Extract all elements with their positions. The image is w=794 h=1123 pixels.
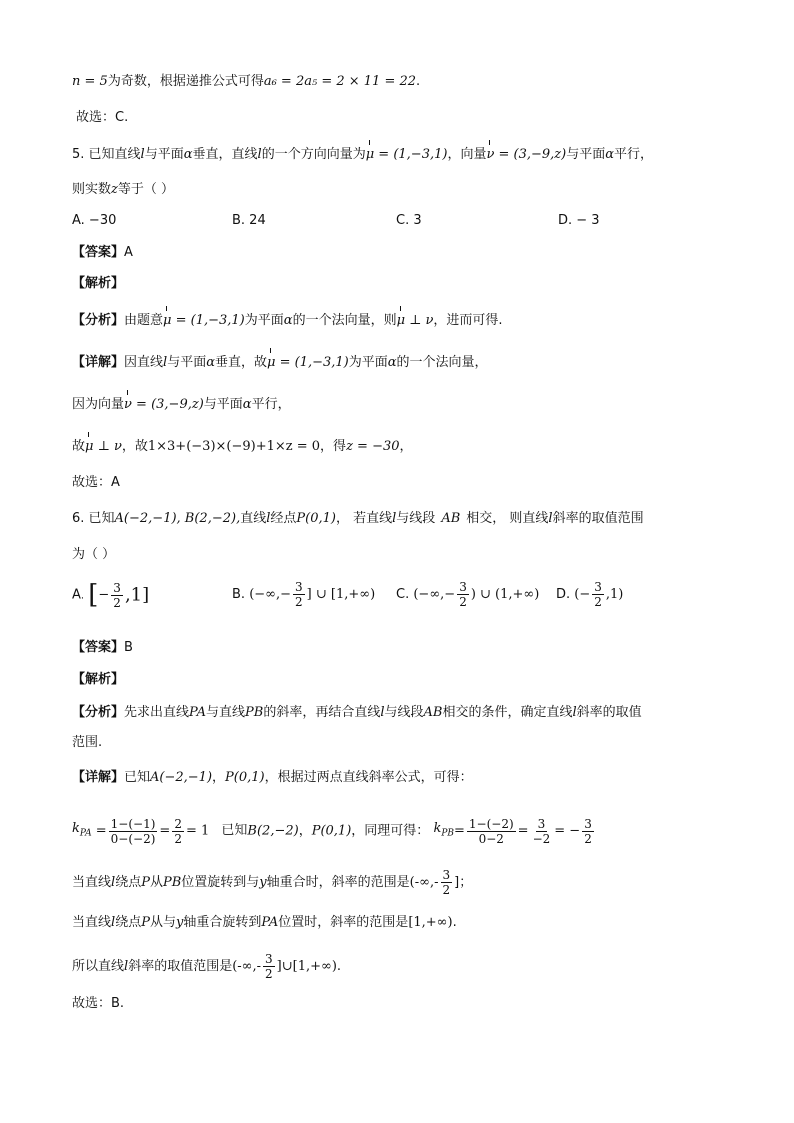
xiangjie-tag: 【详解】 xyxy=(72,770,125,785)
sym-alpha: α xyxy=(183,147,193,162)
equals: = xyxy=(95,823,107,839)
interval-left: (−∞,− xyxy=(249,587,292,602)
fraction-3-2 xyxy=(263,952,275,981)
vector-mu: μ = (1,−3,1) xyxy=(267,353,349,373)
answer-line-c: 故选：C. xyxy=(76,110,129,125)
denominator: 2 xyxy=(265,967,273,981)
text: 6. 已知 xyxy=(72,511,115,526)
line-pa: PA xyxy=(189,705,206,720)
interval-right: ,1) xyxy=(605,587,624,602)
answer-tag: 【答案】 xyxy=(72,245,125,260)
line-pb: PB xyxy=(245,705,264,720)
equals: = xyxy=(517,823,529,839)
sym-y: y xyxy=(175,915,184,930)
text: ，向量 xyxy=(447,147,487,162)
text: 的一个法向量，则 xyxy=(292,313,397,328)
fraction-3-2 xyxy=(441,868,453,897)
range: [1,+∞) xyxy=(408,915,453,930)
q6-stem xyxy=(72,509,644,529)
q6-option-d xyxy=(556,580,623,609)
fenxi-tag: 【分析】 xyxy=(72,313,125,328)
q5-xiangjie-3 xyxy=(72,437,413,457)
sym-l: l xyxy=(140,147,145,162)
sym-l: l xyxy=(392,511,397,526)
text: 所以直线 xyxy=(72,959,125,974)
q5-stem xyxy=(72,145,653,165)
text: 故 xyxy=(72,439,86,454)
text: 与平面 xyxy=(167,355,207,370)
answer-tag: 【答案】 xyxy=(72,640,125,655)
equals: = xyxy=(454,823,465,839)
sym-l: l xyxy=(111,915,116,930)
point-p: P(0,1) xyxy=(296,511,336,526)
denominator: 2 xyxy=(594,595,602,609)
q6-option-a xyxy=(72,580,149,610)
q6-final: 故选：B. xyxy=(72,996,125,1011)
denominator: 2 xyxy=(174,831,182,846)
range-left: (-∞,- xyxy=(409,875,439,890)
equals-one: = 1 xyxy=(185,823,210,839)
numerator: 3 xyxy=(442,868,451,882)
q5-answer xyxy=(72,243,133,263)
text: 的一个方向向量为 xyxy=(261,147,366,162)
text: 直线 xyxy=(240,511,267,526)
option-label: A xyxy=(72,587,81,603)
fraction-kpa xyxy=(109,817,158,846)
text: 从与 xyxy=(149,915,176,930)
sym-l: l xyxy=(572,705,577,720)
answer-value: A xyxy=(124,245,133,260)
fraction-3-2 xyxy=(293,580,305,609)
q5-option-b: B. 24 xyxy=(232,213,266,228)
numerator: 3 xyxy=(537,816,546,831)
line-pa: PA xyxy=(261,915,279,930)
text: 与线段 xyxy=(384,705,424,720)
range-right: ]∪[1,+∞) xyxy=(276,959,337,974)
interval-right: ] ∪ [1,+∞) xyxy=(306,587,376,602)
text: 斜率的取值范围是 xyxy=(128,959,233,974)
vector-nu: ν = (3,−9,z) xyxy=(486,145,566,165)
range-left: (-∞,- xyxy=(232,959,262,974)
equals-minus: = − xyxy=(554,823,581,839)
q6-case-2 xyxy=(72,913,457,933)
text: 与线段 xyxy=(396,511,436,526)
text: 相交的条件，确定直线 xyxy=(442,705,573,720)
text: 垂直，直线 xyxy=(192,147,258,162)
numerator: 2 xyxy=(174,816,182,831)
sym-l: l xyxy=(257,147,262,162)
q6-xiangjie-1 xyxy=(72,768,473,788)
fraction-3-neg2 xyxy=(531,817,553,846)
vector-mu: μ = (1,−3,1) xyxy=(163,311,245,331)
text: ， xyxy=(298,823,312,839)
text: 斜率的取值 xyxy=(576,705,642,720)
vector-mu: μ = (1,−3,1) xyxy=(366,145,448,165)
text: 位置时，斜率的范围是 xyxy=(278,915,409,930)
q5-option-a: A. −30 xyxy=(72,213,117,228)
text: . xyxy=(452,915,457,930)
math-n-eq-5: n = 5 xyxy=(72,74,108,89)
q6-analysis-tag: 【解析】 xyxy=(72,672,125,687)
text: 当直线 xyxy=(72,915,112,930)
text: 的一个法向量， xyxy=(396,355,488,370)
numerator: 3 xyxy=(459,580,467,594)
denominator: 2 xyxy=(295,595,303,609)
line-pb: PB xyxy=(162,875,182,890)
fraction-3-2 xyxy=(582,817,594,846)
interval-left: (− xyxy=(574,587,591,602)
text: 平行， xyxy=(251,397,291,412)
text: 垂直，故 xyxy=(215,355,268,370)
point-b: B(2,−2) xyxy=(247,823,299,839)
text: 经点 xyxy=(270,511,297,526)
q6-conclusion xyxy=(72,950,341,984)
q5-option-c: C. 3 xyxy=(396,213,422,228)
point-a: A(−2,−1) xyxy=(150,770,213,785)
fraction-3-2 xyxy=(111,581,123,610)
q6-fenxi-2: 范围. xyxy=(72,735,103,750)
sym-l: l xyxy=(163,355,168,370)
fraction-kpb xyxy=(467,817,516,846)
text: 的斜率，再结合直线 xyxy=(263,705,381,720)
option-label: C. xyxy=(396,587,410,602)
sym-alpha: α xyxy=(206,355,215,370)
vector-nu: ν = (3,−9,z) xyxy=(124,395,204,415)
text: 与平面 xyxy=(144,147,184,162)
q6-case-1 xyxy=(72,866,472,900)
text: 为奇数，根据递推公式可得 xyxy=(107,74,264,89)
option-label: D. xyxy=(556,587,571,602)
fraction-2-2 xyxy=(172,817,184,846)
text: 已知 xyxy=(124,770,151,785)
text: 已知 xyxy=(221,823,248,839)
text: ，同理可得： xyxy=(351,823,430,839)
sym-l: l xyxy=(380,705,385,720)
bracket: ,1] xyxy=(124,584,150,606)
continuation-line xyxy=(72,72,420,92)
text: 与直线 xyxy=(205,705,245,720)
k: k xyxy=(72,821,80,836)
segment-ab: AB xyxy=(423,705,443,720)
k-pb xyxy=(433,821,454,839)
text: 等于（ ） xyxy=(117,182,175,197)
denominator: 2 xyxy=(584,831,592,846)
interval-right: ) ∪ (1,+∞) xyxy=(470,587,540,602)
text: 5. 已知直线 xyxy=(72,147,141,162)
text: 与平面 xyxy=(566,147,606,162)
text: 与平面 xyxy=(203,397,243,412)
bracket: [ xyxy=(88,580,99,610)
denominator: 2 xyxy=(113,595,121,610)
text: 当直线 xyxy=(72,875,112,890)
minus: − xyxy=(98,587,110,603)
q5-fenxi xyxy=(72,311,503,331)
q5-option-d: D. − 3 xyxy=(558,213,600,228)
subscript: PB xyxy=(441,828,454,839)
text: ， 若直线 xyxy=(335,511,393,526)
interval-left: (−∞,− xyxy=(413,587,456,602)
denominator: 2 xyxy=(459,595,467,609)
numerator: 3 xyxy=(113,580,121,595)
text: 由题意 xyxy=(124,313,164,328)
text: 为平面 xyxy=(348,355,388,370)
k: k xyxy=(433,821,442,836)
text: 则实数 xyxy=(72,182,112,197)
text: 相交， 则直线 xyxy=(466,511,549,526)
text: 从 xyxy=(149,875,163,890)
numerator: 3 xyxy=(265,952,273,966)
sym-z: z xyxy=(111,182,118,197)
text: 先求出直线 xyxy=(124,705,190,720)
text: . xyxy=(336,959,342,974)
text: ，根据过两点直线斜率公式，可得： xyxy=(264,770,473,785)
segment-ab: AB xyxy=(441,511,461,526)
sym-alpha: α xyxy=(242,397,252,412)
denominator: 0−2 xyxy=(478,831,504,846)
text: 为平面 xyxy=(244,313,284,328)
sym-alpha: α xyxy=(605,147,615,162)
q6-stem-line2: 为（ ） xyxy=(72,547,116,562)
denominator: 0−(−2) xyxy=(110,831,156,846)
sym-alpha: α xyxy=(283,313,293,328)
sym-y: y xyxy=(259,875,267,890)
sym-l: l xyxy=(111,875,116,890)
text: 绕点 xyxy=(115,875,142,890)
fraction-3-2 xyxy=(592,580,604,609)
q6-option-b xyxy=(232,580,375,609)
text: ， xyxy=(399,439,413,454)
subscript: PA xyxy=(79,828,92,839)
q5-analysis-tag: 【解析】 xyxy=(72,276,125,291)
sym-l: l xyxy=(548,511,553,526)
answer-value: B xyxy=(124,640,133,655)
text: 因直线 xyxy=(124,355,164,370)
text: 因为向量 xyxy=(72,397,125,412)
fraction-3-2 xyxy=(457,580,469,609)
text: 轴重合旋转到 xyxy=(183,915,262,930)
sym-p: P xyxy=(141,875,150,890)
text: 斜率的取值范围 xyxy=(552,511,644,526)
numerator: 3 xyxy=(295,580,303,594)
q6-fenxi xyxy=(72,703,642,723)
q5-xiangjie-1 xyxy=(72,353,488,373)
perp-relation: μ ⊥ ν xyxy=(397,311,434,331)
text: 位置旋转到与 xyxy=(181,875,260,890)
q5-xiangjie-2 xyxy=(72,395,291,415)
q6-option-c xyxy=(396,580,539,609)
option-label: B. xyxy=(232,587,246,602)
denominator: 2 xyxy=(442,883,451,897)
sym-alpha: α xyxy=(387,355,397,370)
sym-l: l xyxy=(266,511,271,526)
numerator: 1−(−1) xyxy=(110,816,156,831)
k-pa xyxy=(72,821,92,839)
math-recurrence: a₆ = 2a₅ = 2 × 11 = 22 xyxy=(263,74,417,89)
text: ，进而可得. xyxy=(433,313,503,328)
numerator: 3 xyxy=(594,580,602,594)
sym-p: P xyxy=(141,915,150,930)
point-p: P(0,1) xyxy=(225,770,265,785)
text: . xyxy=(416,74,421,89)
result-z: z = −30 xyxy=(346,439,400,454)
option-dot: . xyxy=(80,590,85,602)
text: ， xyxy=(212,770,226,785)
equals: = xyxy=(159,823,171,839)
fenxi-tag: 【分析】 xyxy=(72,705,125,720)
dot-product-eq: 1×3+(−3)×(−9)+1×z = 0 xyxy=(147,439,321,454)
xiangjie-tag: 【详解】 xyxy=(72,355,125,370)
perp-relation: μ ⊥ ν xyxy=(85,437,122,457)
numerator: 3 xyxy=(584,816,592,831)
q5-final: 故选：A xyxy=(72,475,120,490)
point-p: P(0,1) xyxy=(311,823,352,839)
q6-answer xyxy=(72,638,133,658)
q5-stem-line2 xyxy=(72,180,174,200)
text: 轴重合时，斜率的范围是 xyxy=(266,875,410,890)
text: ，得 xyxy=(320,439,347,454)
numerator: 1−(−2) xyxy=(468,816,514,831)
text: ，故 xyxy=(121,439,148,454)
points-ab: A(−2,−1), B(2,−2), xyxy=(114,511,241,526)
text: 平行， xyxy=(614,147,654,162)
q6-slope-line xyxy=(72,812,596,851)
denominator: −2 xyxy=(532,831,551,846)
sym-l: l xyxy=(124,959,129,974)
text: 绕点 xyxy=(115,915,142,930)
range-right: ]； xyxy=(454,875,473,890)
